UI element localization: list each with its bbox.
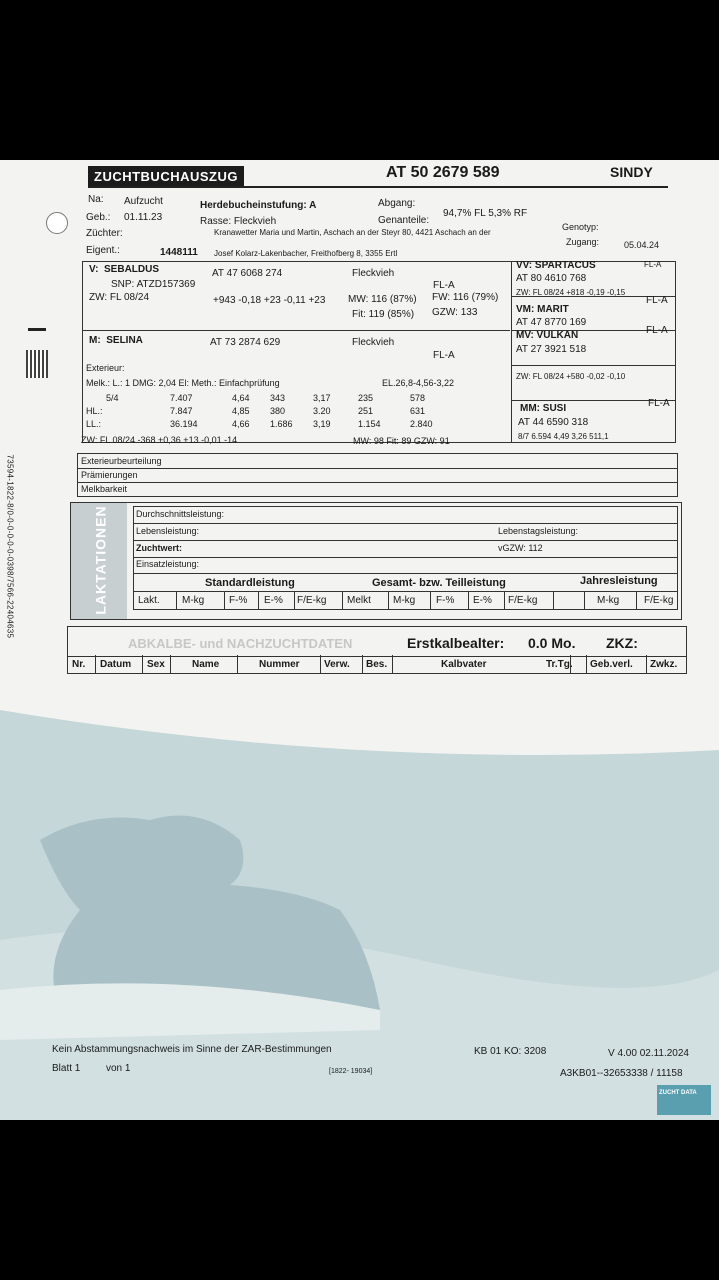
group-standard: Standardleistung xyxy=(205,577,295,589)
father-snp: SNP: ATZD157369 xyxy=(111,279,196,290)
mm-fla: FL-A xyxy=(648,398,670,409)
mm-lak: 8/7 6.594 4,49 3,26 511,1 xyxy=(518,432,609,441)
mm-nr: AT 44 6590 318 xyxy=(518,417,589,428)
mother-row-cell: 1.686 xyxy=(270,419,293,429)
lak-col-divider xyxy=(224,591,225,610)
genanteile-label: Genanteile: xyxy=(378,215,430,226)
mother-row-cell: 251 xyxy=(358,406,374,416)
mother-row-cell: 4,85 xyxy=(232,406,250,416)
lebensleistung: Lebensleistung: xyxy=(136,526,200,536)
abkalbe-col-header: Name xyxy=(192,659,220,670)
lebenstag: Lebenstagsleistung: xyxy=(498,526,579,536)
vv-zw: ZW: FL 08/24 +818 -0,19 -0,15 xyxy=(516,288,626,297)
mother-row-cell: 2.840 xyxy=(410,419,433,429)
abkalbe-col-header: Geb.verl. xyxy=(590,659,633,670)
zugang-label: Zugang: xyxy=(566,237,600,247)
bewertung-box xyxy=(77,453,678,497)
na-label: Na: xyxy=(88,194,104,205)
vv-nr: AT 80 4610 768 xyxy=(516,273,587,284)
father-zw: ZW: FL 08/24 xyxy=(89,292,150,303)
mother-row-cell: 4,64 xyxy=(232,393,250,403)
father-label: V: SEBALDUS xyxy=(89,264,160,275)
animal-name: SINDY xyxy=(610,164,653,180)
binder-hole-top xyxy=(46,212,68,234)
rasse: Rasse: Fleckvieh xyxy=(200,216,277,227)
father-mw: MW: 116 (87%) xyxy=(348,294,417,305)
mother-fla: FL-A xyxy=(433,350,455,361)
qr-code-icon xyxy=(26,350,48,378)
lak-col-header: M-kg xyxy=(597,595,620,606)
father-fw: FW: 116 (79%) xyxy=(432,292,499,303)
mother-row-cell: LL.: xyxy=(86,419,102,429)
side-code: 73594-1822-8/0-0-0-0-0-0-0398/7566-22404635 xyxy=(5,454,15,639)
lak-col-header: M-kg xyxy=(393,595,416,606)
mother-row-cell: 7.847 xyxy=(170,406,193,416)
lak-header-line xyxy=(133,591,678,592)
genotyp-label: Genotyp: xyxy=(562,222,599,232)
exterieur-label: Exterieur: xyxy=(86,363,125,373)
lak-col-divider xyxy=(553,591,554,610)
lak-col-divider xyxy=(294,591,295,610)
group-jahres: Jahresleistung xyxy=(580,575,658,587)
vv-fla: FL-A xyxy=(644,260,662,269)
vgzw: vGZW: 112 xyxy=(498,543,543,553)
footer-blatt: Blatt 1 xyxy=(52,1063,81,1074)
mother-row-cell: 343 xyxy=(270,393,286,403)
lak-col-divider xyxy=(258,591,259,610)
lak-col-divider xyxy=(504,591,505,610)
abkalbe-col-divider xyxy=(237,655,238,674)
abkalbe-col-header: Nr. xyxy=(72,659,86,670)
na-value: Aufzucht xyxy=(124,196,163,207)
abkalbe-col-header: Zwkz. xyxy=(650,659,678,670)
father-zw-values: +943 -0,18 +23 -0,11 +23 xyxy=(213,295,326,306)
herdebuch: Herdebucheinstufung: A xyxy=(200,200,317,211)
footer-kb: KB 01 KO: 3208 xyxy=(474,1046,547,1057)
melkbarkeit: Melkbarkeit xyxy=(81,484,128,494)
binder-dash xyxy=(28,328,46,331)
melk-line: Melk.: L.: 1 DMG: 2,04 El: Meth.: Einfachprüfung xyxy=(86,378,280,388)
footer-version: V 4.00 02.11.2024 xyxy=(608,1048,689,1059)
lak-col-divider xyxy=(342,591,343,610)
mv-zw: ZW: FL 08/24 +580 -0,02 -0,10 xyxy=(516,372,626,381)
father-rasse: Fleckvieh xyxy=(352,268,395,279)
lak-col-divider xyxy=(584,591,585,610)
abkalbe-col-divider xyxy=(170,655,171,674)
erstkalbealter-value: 0.0 Mo. xyxy=(528,635,576,651)
mother-row-cell: 631 xyxy=(410,406,426,416)
abkalbe-col-header: Tr.Tg. xyxy=(546,659,573,670)
mother-label: M: SELINA xyxy=(89,335,143,346)
mother-row-cell: 36.194 xyxy=(170,419,198,429)
lak-col-divider xyxy=(388,591,389,610)
lak-col-header: F-% xyxy=(436,595,455,606)
footer-code: [1822- 19034] xyxy=(329,1068,373,1075)
zuechter-value: Kranawetter Maria und Martin, Aschach an der Steyr 80, 4421 Aschach an der xyxy=(214,228,491,237)
abkalbe-col-divider xyxy=(95,655,96,674)
abkalbe-col-header: Datum xyxy=(100,659,132,670)
header-line xyxy=(88,186,668,188)
zuechter-label: Züchter: xyxy=(86,228,123,239)
father-fit: Fit: 119 (85%) xyxy=(352,309,415,320)
mother-row-cell: HL.: xyxy=(86,406,103,416)
footer-ref: A3KB01--32653338 / 11158 xyxy=(560,1068,683,1079)
mother-row-cell: 578 xyxy=(410,393,426,403)
mother-row-cell: 7.407 xyxy=(170,393,193,403)
mother-rasse: Fleckvieh xyxy=(352,337,395,348)
footer-von: von 1 xyxy=(106,1063,131,1074)
eigent-nr: 1448111 xyxy=(160,247,198,258)
durchschnitt: Durchschnittsleistung: xyxy=(136,509,225,519)
ohr-number: AT 50 2679 589 xyxy=(386,164,500,181)
mv-name: MV: VULKAN xyxy=(516,330,579,341)
zuchtdata-logo: ZUCHT DATA xyxy=(657,1085,711,1115)
lak-col-header: E-% xyxy=(473,595,492,606)
abkalbe-col-divider xyxy=(362,655,363,674)
lak-col-divider xyxy=(468,591,469,610)
mother-row-cell: 4,66 xyxy=(232,419,250,429)
doc-title: ZUCHTBUCHAUSZUG xyxy=(88,166,244,187)
mother-row-cell: 3,19 xyxy=(313,419,331,429)
lak-col-header: F/E-kg xyxy=(508,595,538,606)
lak-col-divider xyxy=(430,591,431,610)
abkalbe-col-divider xyxy=(586,655,587,674)
abkalbe-col-divider xyxy=(392,655,393,674)
geb-value: 01.11.23 xyxy=(124,212,163,223)
praemierungen: Prämierungen xyxy=(81,470,138,480)
mother-mw: MW: 98 Fit: 89 GZW: 91 xyxy=(353,436,450,446)
mv-fla: FL-A xyxy=(646,325,668,336)
abkalbe-col-header: Verw. xyxy=(324,659,350,670)
document-page xyxy=(0,160,719,1120)
eigent-value: Josef Kolarz-Lakenbacher, Freithofberg 8, 3355 Ertl xyxy=(214,249,398,258)
mother-row-cell: 380 xyxy=(270,406,286,416)
abkalbe-col-header: Sex xyxy=(147,659,165,670)
father-fla: FL-A xyxy=(433,280,455,291)
mother-row-cell: 5/4 xyxy=(106,393,119,403)
abkalbe-col-divider xyxy=(646,655,647,674)
exterieurbeurteilung: Exterieurbeurteilung xyxy=(81,456,162,466)
mm-name: MM: SUSI xyxy=(520,403,567,414)
vv-name: VV: SPARTACUS xyxy=(516,260,596,271)
abkalbe-col-divider xyxy=(570,655,571,674)
mother-row-cell: 235 xyxy=(358,393,374,403)
abkalbe-col-header: Nummer xyxy=(259,659,300,670)
el-value: EL.26,8-4,56-3,22 xyxy=(382,378,455,388)
abkalbe-col-divider xyxy=(142,655,143,674)
eigent-label: Eigent.: xyxy=(86,245,120,256)
mother-row-cell: 3,17 xyxy=(313,393,331,403)
vm-fla: FL-A xyxy=(646,295,668,306)
zuchtwert: Zuchtwert: xyxy=(136,543,182,553)
abkalbe-col-header: Bes. xyxy=(366,659,388,670)
einsatz: Einsatzleistung: xyxy=(136,559,200,569)
group-gesamt: Gesamt- bzw. Teilleistung xyxy=(372,577,506,589)
erstkalbealter-label: Erstkalbealter: xyxy=(407,635,505,651)
lak-col-header: Melkt xyxy=(347,595,371,606)
vm-nr: AT 47 8770 169 xyxy=(516,317,587,328)
father-nr: AT 47 6068 274 xyxy=(212,268,283,279)
lak-col-header: F/E-kg xyxy=(297,595,327,606)
zugang-value: 05.04.24 xyxy=(624,240,660,250)
mother-zw: ZW: FL 08/24 -368 +0,36 +13 -0,01 -14 xyxy=(81,435,238,445)
abgang-label: Abgang: xyxy=(378,198,416,209)
vm-name: VM: MARIT xyxy=(516,304,569,315)
geb-label: Geb.: xyxy=(86,212,111,223)
abkalbe-title: ABKALBE- und NACHZUCHTDATEN xyxy=(128,636,353,651)
genanteile-value: 94,7% FL 5,3% RF xyxy=(443,208,528,219)
lak-col-header: M-kg xyxy=(182,595,205,606)
abkalbe-col-header: Kalbvater xyxy=(441,659,487,670)
lak-col-divider xyxy=(176,591,177,610)
lak-col-header: F/E-kg xyxy=(644,595,674,606)
zkz: ZKZ: xyxy=(606,635,638,651)
mother-row-cell: 3.20 xyxy=(313,406,331,416)
mother-row-cell: 1.154 xyxy=(358,419,381,429)
footer-note: Kein Abstammungsnachweis im Sinne der ZAR-Bestimmungen xyxy=(52,1044,332,1055)
lak-col-header: Lakt. xyxy=(138,595,160,606)
lak-col-divider xyxy=(636,591,637,610)
laktationen-side-label: LAKTATIONEN xyxy=(92,505,109,615)
lak-col-header: E-% xyxy=(264,595,283,606)
father-gzw: GZW: 133 xyxy=(432,307,478,318)
mother-nr: AT 73 2874 629 xyxy=(210,337,281,348)
mv-nr: AT 27 3921 518 xyxy=(516,344,587,355)
lak-col-header: F-% xyxy=(229,595,248,606)
abkalbe-col-divider xyxy=(320,655,321,674)
